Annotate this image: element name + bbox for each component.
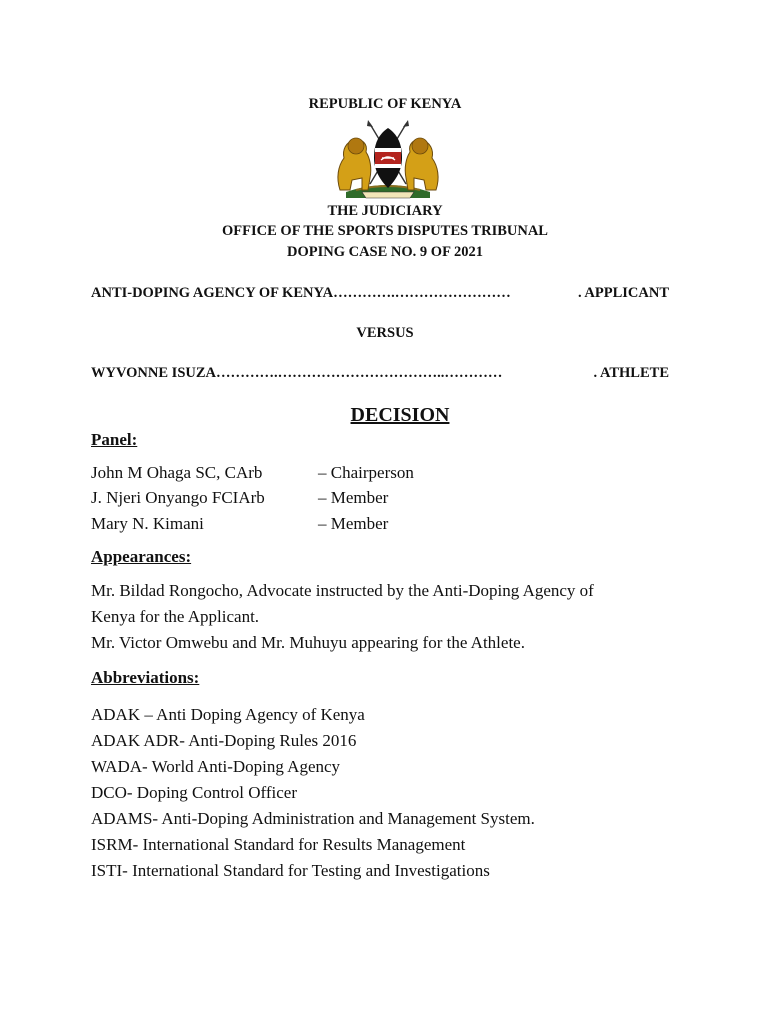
applicant-row bbox=[91, 284, 669, 302]
abbreviation-item: ADAK – Anti Doping Agency of Kenya bbox=[91, 705, 365, 724]
abbreviation-item: ISTI- International Standard for Testing and Investigations bbox=[91, 861, 490, 880]
athlete-dots: ………….……………………………..………… bbox=[216, 365, 503, 381]
athlete-role: . ATHLETE bbox=[593, 365, 669, 381]
abbreviation-item: ADAK ADR- Anti-Doping Rules 2016 bbox=[91, 731, 357, 750]
abbreviations-heading: Abbreviations: bbox=[91, 668, 200, 687]
panel-member-name: J. Njeri Onyango FCIArb bbox=[91, 488, 265, 507]
appearance-line: Mr. Bildad Rongocho, Advocate instructed by the Anti-Doping Agency of bbox=[91, 581, 594, 600]
case-number: DOPING CASE NO. 9 OF 2021 bbox=[286, 244, 484, 260]
abbreviation-item: ADAMS- Anti-Doping Administration and Management System. bbox=[91, 809, 535, 828]
applicant-name: ANTI-DOPING AGENCY OF KENYA bbox=[91, 285, 334, 301]
panel-member-role: – Member bbox=[318, 514, 389, 533]
panel-heading: Panel: bbox=[91, 430, 138, 449]
abbreviation-item: WADA- World Anti-Doping Agency bbox=[91, 757, 341, 776]
panel-member-role: – Chairperson bbox=[318, 463, 414, 482]
applicant-role: . APPLICANT bbox=[577, 285, 669, 301]
republic-heading: REPUBLIC OF KENYA bbox=[308, 96, 462, 112]
applicant-dots: ………….…………………… bbox=[333, 285, 511, 301]
abbreviation-item: ISRM- International Standard for Results Management bbox=[91, 835, 466, 854]
panel-member-name: John M Ohaga SC, CArb bbox=[91, 463, 263, 482]
tribunal-heading: OFFICE OF THE SPORTS DISPUTES TRIBUNAL bbox=[222, 223, 548, 239]
versus-label: VERSUS bbox=[356, 325, 414, 341]
decision-title: DECISION bbox=[350, 404, 450, 426]
appearances-heading: Appearances: bbox=[91, 547, 192, 566]
kenya-coat-of-arms-icon bbox=[326, 118, 450, 200]
appearance-line: Mr. Victor Omwebu and Mr. Muhuyu appearing for the Athlete. bbox=[91, 633, 525, 652]
athlete-row bbox=[91, 364, 669, 382]
judiciary-heading: THE JUDICIARY bbox=[327, 203, 443, 219]
panel-member-role: – Member bbox=[318, 488, 389, 507]
panel-member-name: Mary N. Kimani bbox=[91, 514, 204, 533]
abbreviation-item: DCO- Doping Control Officer bbox=[91, 783, 298, 802]
athlete-name: WYVONNE ISUZA bbox=[91, 365, 216, 381]
appearance-line: Kenya for the Applicant. bbox=[91, 607, 260, 626]
